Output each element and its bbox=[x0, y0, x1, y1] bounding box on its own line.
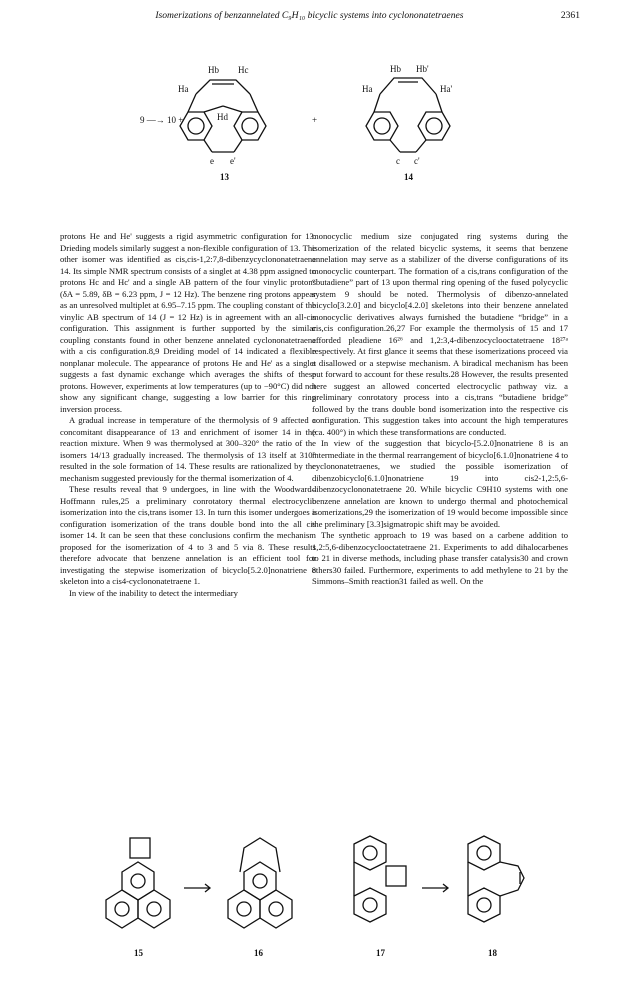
left-paragraph-2: A gradual increase in temperature of the thermolysis of 9 affected a concomitant disappearance of 13 and enrichment of isomer 14 in the reaction mixture. When 9 was thermolysed at 300–320° the ratio of the isomers 14/13 gradually increased. The thermolysis of 13 itself at 310° resulted in the sole formation of 14. These results are rationalized by the mechanism suggested previously for the thermal isomerization of 4. bbox=[60, 415, 316, 483]
compound-17-structure bbox=[354, 836, 406, 922]
label-14-hb-prime: Hb' bbox=[416, 64, 429, 74]
running-header bbox=[58, 10, 580, 24]
left-paragraph-4: In view of the inability to detect the intermediary bbox=[69, 587, 238, 598]
compound-18-structure bbox=[468, 836, 524, 922]
compound-17-number: 17 bbox=[376, 948, 385, 958]
right-paragraph-3: The synthetic approach to 19 was based on a carbene addition to 1,2:5,6-dibenzocyclooctatetraene 21. Experiments to add dihalocarbenes to 21 in diverse methods, including phase transfer catalysis30 and crown ethers30 failed. Furthermore, experiments to add methylene to 21 by the Simmons–Smith reaction31 failed as well. On the bbox=[312, 530, 568, 586]
compound-13-number: 13 bbox=[220, 172, 229, 182]
compound-18-number: 18 bbox=[488, 948, 497, 958]
bottom-scheme-figure bbox=[60, 826, 564, 986]
left-paragraph-1: protons He and He' suggests a rigid asymmetric configuration for 13. Drieding models similarly suggest a non-flexible configuration of 13. The other isomer was identified as cis,cis-1,2:7,8-dibenzycyclononatetraene 14. Its simple NMR spectrum consists of a singlet at 4.38 ppm assigned to protons Hc and Hc' and a single AB pattern of the four vinylic protons (δA = 5.89, δB = 6.23 ppm, J = 12 Hz). The benzene ring protons appear as an unresolved multiplet at 6.95–7.15 ppm. The coupling constant of the vinylic AB spectrum of 14 (J = 12 Hz) is in agreement with an all-cis configuration. This assignment is further supported by the similar coupling constants found in other benzene annelated cyclononatetraene with a cis configuration.8,9 Dreiding model of 14 indicated a flexible nonplanar molecule. The appearance of protons He and He' as a singlet suggests a fast dynamic exchange which averages the shifts of these protons. However, experiments at low temperatures (up to −90°C) did not show any significant change, suggesting a low barrier for this ring inversion process. bbox=[60, 231, 316, 414]
left-paragraph-3: These results reveal that 9 undergoes, in line with the Woodward–Hoffmann rules,25 a preliminary conrotatory thermal electrocyclic isomerization into the cis,trans isomer 13. In turn this isomer undergoes a configuration isomerization of the trans double bond into the all cis isomer 14. It can be seen that these conclusions confirm the mechanism proposed for the isomerization of 4 to 3 and 5 via 8. These results therefore advocate that benzene annelation is an efficient tool for investigating the stepwise isomerization of bicyclo[5.2.0]nonatriene 8 skeleton into a cis4-cyclononatetraene 1. bbox=[60, 484, 316, 586]
right-paragraph-2: In view of the suggestion that bicyclo-[5.2.0]nonatriene 8 is an intermediate in the thermal rearrangement of bicyclo[6.1.0]nonatriene 4 to cyclononatetraenes, we studied the possible isomerization of dibenzobicyclo[6.1.0]nonatriene 19 into cis2-1,2:5,6-dibenzocyclononatetraene 20. While bicyclic C9H10 systems with one benzene annelation are known to undergo thermal and photochemical isomerizations,29 the isomerization of 19 would become impossible since the preliminary [3.3]sigmatropic shift may be avoided. bbox=[312, 438, 568, 529]
label-14-hb: Hb bbox=[390, 64, 401, 74]
running-title: Isomerizations of benzannelated C₉H₁₀ bicyclic systems into cyclononatetraenes bbox=[155, 10, 464, 21]
label-14-c: c bbox=[396, 156, 400, 166]
right-column bbox=[312, 231, 568, 588]
label-13-e-prime: e' bbox=[230, 156, 236, 166]
label-13-hd: Hd bbox=[217, 112, 228, 122]
label-14-ha: Ha bbox=[362, 84, 373, 94]
label-13-ha: Ha bbox=[178, 84, 189, 94]
reaction-arrow-text: 9 —→ 10 + bbox=[140, 115, 184, 125]
top-scheme-figure bbox=[60, 28, 564, 224]
compound-14-number: 14 bbox=[404, 172, 413, 182]
label-13-hc: Hc bbox=[238, 65, 249, 75]
left-column bbox=[60, 231, 316, 599]
label-14-ha-prime: Ha' bbox=[440, 84, 453, 94]
label-13-e: e bbox=[210, 156, 214, 166]
label-13-hb: Hb bbox=[208, 65, 219, 75]
compound-15-number: 15 bbox=[134, 948, 143, 958]
compound-16-number: 16 bbox=[254, 948, 263, 958]
plus-sign: + bbox=[312, 115, 318, 125]
compound-16-structure bbox=[228, 838, 292, 928]
arrow-17-to-18 bbox=[422, 884, 448, 892]
right-paragraph-1: monocyclic medium size conjugated ring systems during the isomerization of the related bicyclic systems, it seems that benzene annelation may serve as a stabilizer of the diverse configurations of its monocyclic counterpart. The formation of a cis,trans configuration of the “butadiene” part of 13 upon thermal ring opening of the fused polycyclic system 9 should be noted. Thermolysis of dibenzo-annelated bicyclo[3.2.0] and bicyclo[4.2.0] skeletons into their benzene annelated monocyclic derivatives always furnished the butadiene “bridge” in a cis,cis configuration.26,27 For example the thermolysis of 15 and 17 afforded pleadiene 16²⁶ and 1,2:3,4-dibenzocyclooctatetraene 18²⁷ᵃ respectively. At first glance it seems that these isomerizations proceed via a disallowed or a stepwise mechanism. A biradical mechanism has been put forward to account for these results.28 However, the results presented here suggest an allowed concerted electrocyclic pathway viz. a preliminary conrotatory process into a cis,trans “butadiene bridge” followed by the trans double bond isomerization into the respective cis configuration. This suggestion takes into account the high temperatures (ca. 400°) in which these transformations are conducted. bbox=[312, 231, 568, 437]
compound-15-structure bbox=[106, 838, 170, 928]
label-14-c-prime: c' bbox=[414, 156, 420, 166]
arrow-15-to-16 bbox=[184, 884, 210, 892]
page-number: 2361 bbox=[560, 10, 580, 21]
compound-14-structure bbox=[366, 78, 453, 152]
